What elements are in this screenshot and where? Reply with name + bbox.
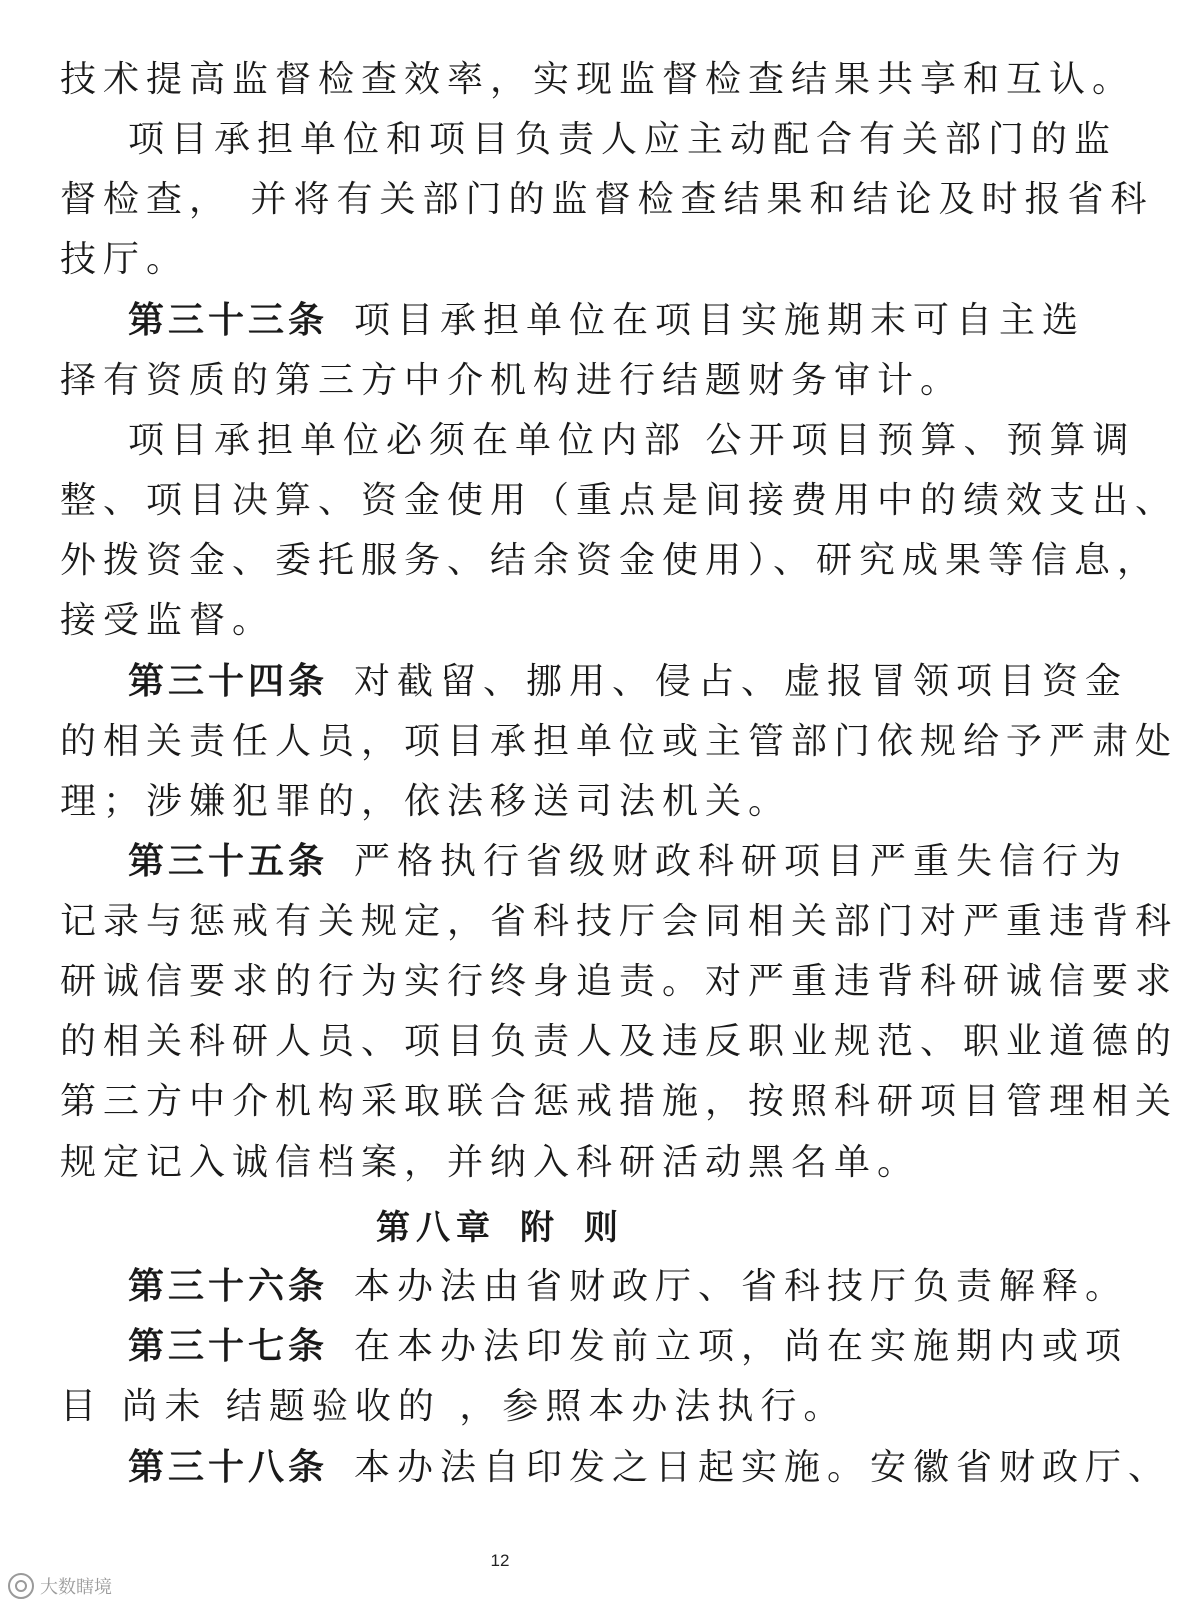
article-heading: 第三十六条 (128, 1266, 329, 1307)
text-line: 择有资质的第三方中介机构进行结题财务审计。 (60, 360, 964, 401)
watermark (8, 1573, 112, 1599)
text-line: 技厅。 (60, 239, 190, 280)
article-heading: 第三十三条 (128, 300, 329, 341)
text-line: 规定记入诚信档案，并纳入科研活动黑名单。 (60, 1142, 921, 1183)
text-line: 研诚信要求的行为实行终身追责。对严重违背科研诚信要求 (60, 961, 1178, 1002)
chapter-title: 第八章 附 则 (376, 1208, 624, 1248)
page-number: 12 (490, 1551, 510, 1570)
watermark-text: 大数瞎境 (40, 1577, 112, 1598)
text-line: 接受监督。 (60, 600, 276, 641)
text-line: 第三方中介机构采取联合惩戒措施，按照科研项目管理相关 (60, 1081, 1178, 1122)
text-line: 整、项目决算、资金使用（重点是间接费用中的绩效支出、 (60, 480, 1178, 521)
article-36: 第三十六条 本办法由省财政厅、省科技厅负责解释。 (128, 1266, 1129, 1307)
article-35: 第三十五条 严格执行省级财政科研项目严重失信行为 (128, 841, 1129, 882)
text-line: 项目承担单位必须在单位内部 公开项目预算、预算调 (128, 420, 1136, 461)
text-line: 记录与惩戒有关规定，省科技厅会同相关部门对严重违背科 (60, 901, 1178, 942)
article-heading: 第三十七条 (128, 1326, 329, 1367)
text-line: 项目承担单位和项目负责人应主动配合有关部门的监 (128, 119, 1118, 160)
article-34: 第三十四条 对截留、挪用、侵占、虚报冒领项目资金 (128, 661, 1129, 702)
text-line: 理；涉嫌犯罪的，依法移送司法机关。 (60, 781, 792, 822)
text-line: 外拨资金、委托服务、结余资金使用）、研究成果等信息， (60, 540, 1161, 581)
text-line: 督检查， 并将有关部门的监督检查结果和结论及时报省科 (60, 179, 1154, 220)
article-heading: 第三十四条 (128, 661, 329, 702)
text-line: 的相关科研人员、项目负责人及违反职业规范、职业道德的 (60, 1021, 1178, 1062)
article-heading: 第三十八条 (128, 1447, 329, 1488)
article-33: 第三十三条 项目承担单位在项目实施期末可自主选 (128, 300, 1086, 341)
article-heading: 第三十五条 (128, 841, 329, 882)
article-37: 第三十七条 在本办法印发前立项，尚在实施期内或项 (128, 1326, 1129, 1367)
article-38: 第三十八条 本办法自印发之日起实施。安徽省财政厅、 (128, 1447, 1172, 1488)
text-line: 目 尚未 结题验收的 ，参照本办法执行。 (60, 1386, 847, 1427)
text-line: 的相关责任人员，项目承担单位或主管部门依规给予严肃处 (60, 721, 1178, 762)
text-line: 技术提高监督检查效率，实现监督检查结果共享和互认。 (60, 59, 1136, 100)
watermark-logo-icon (8, 1573, 34, 1599)
